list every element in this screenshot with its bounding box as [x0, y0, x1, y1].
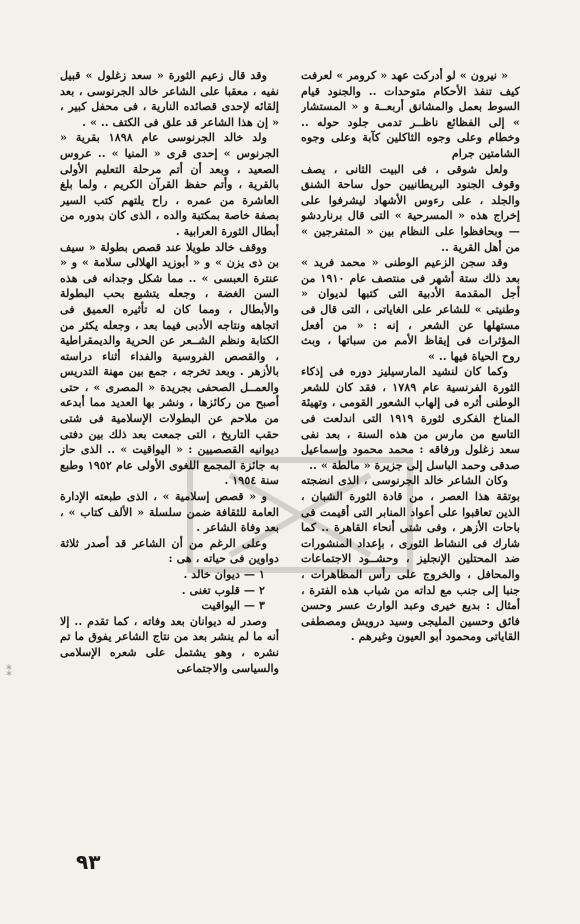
right-col-paragraph: « نيرون » لو أدركت عهد « كرومر » لعرفت كيف تنفذ الأحكام متوحدات .. والجنود قيام السوط بعمل والمشانق أربعــة و « المستشار » إلى الفظائع ناظــر تدمى جلود حوله .. وخطام وعلى وجوه الثاكلين كآبة وعلى وجوه الشامتين جرام — [301, 68, 520, 160]
left-column — [60, 68, 279, 848]
left-col-paragraph: و « قصص إسلامية » ، الذى طبعته الإدارة العامة للثقافة ضمن سلسلة « الألف كتاب » ، بعد وفاة الشاعر . — [60, 489, 279, 535]
left-col-paragraph: ووقف خالد طويلا عند قصص بطولة « سيف بن ذى يزن » و « أبوزيد الهلالى سلامة » و « عنترة العبسى » .. مما شكل وجدانه فى هذه السن الغضة ، وجعله يتشبع بحب البطولة والأبطال ، ومما كان له تأثيره العميق فى اتجاهه ونتاجه الأدبى فيما بعد ، وجعله يكثر من الكتابة ونظم الشــعر عن الحرية والديمقراطية ، والقصص الفروسية والفداء أثناء دراسته بالأزهر . وبعد تخرجه ، جمع بين مهنة التدريس والعمــل الصحفى بجريدة « المصرى » ، حتى أصبح من ركائزها ، ونشر بها العديد مما أبدعه من ملاحم عن البطولات الإسلامية فى شتى حقب التاريخ ، التى جمعت بعد ذلك بين دفتى ديوانيه القصصيين : « اليواقيت » .. الذى حاز به جائزة المجمع اللغوى الأولى عام ١٩٥٢ وطبع سنة ١٩٥٤ . — [60, 239, 279, 488]
poet-works-list — [60, 567, 279, 614]
two-column-body — [60, 68, 520, 848]
left-col-paragraph: وقد قال زعيم الثورة « سعد زغلول » قبيل نفيه ، معقبا على الشاعر خالد الجرنوسى ، بعد إلقائه لإحدى قصائده النارية ، فى محفل كبير ، « إن هذا الشاعر قد علق فى الكتف .. » . — [60, 68, 279, 129]
page-number: ٩٣ — [76, 850, 101, 874]
right-col-paragraph: وكان الشاعر خالد الجرنوسى ، الذى انضجته بوتقة هذا العصر ، من قادة الثورة الشبان ، الذين تعاقبوا على أعواد المنابر التى أقيمت فى باحات الأزهر ، وفى شتى أنحاء القاهرة .. كما شارك فى النشاط الثورى ، بإعداد المنشورات ضد المحتلين الإنجليز ، وحشــود الاجتماعات والمحافل ، والخروج على رأس المظاهرات ، جنبا إلى جنب مع لداته من شباب هذه الفترة ، أمثال : بديع خيرى وعبد الوارث عسر وحسن فائق وحسين المليجى وسيد درويش ومصطفى القاياتى ومحمود أبو العيون وغيرهم . — [301, 473, 520, 644]
right-col-paragraph: وكما كان لنشيد المارسيليز دوره فى إذكاء الثورة الفرنسية عام ١٧٨٩ ، فقد كان للشعر الوطنى أثره فى إلهاب الشعور القومى ، وتهيئة المناخ الفكرى لثورة ١٩١٩ التى اندلعت فى التاسع من مارس من هذه السنة ، بعد نفى سعد زغلول ورفاقه : محمد محمود وإسماعيل صدقى وحمد الباسل إلى جزيرة « مالطة » .. — [301, 364, 520, 472]
list-item: ١ — ديوان خالد . — [183, 567, 265, 581]
right-column — [301, 68, 520, 848]
left-col-paragraph: وصدر له ديوانان بعد وفاته ، كما تقدم .. إلا أنه ما لم ينشر بعد من نتاج الشاعر يفوق ما تم نشره ، وهو يشتمل على شعره الإسلامى والسياسى والاجتماعى — [60, 613, 279, 675]
right-col-paragraph: وقد سجن الزعيم الوطنى « محمد فريد » بعد ذلك ستة أشهر فى منتصف عام ١٩١٠ من أجل المقدمة الأدبية التى كتبها لديوان « وطنيتى » للشاعر على الغاياتى ، التى قال فى مستهلها عن الشعر ، إنه : « من أفعل المؤثرات فى إيقاظ الأمم من سباتها ، وبث روح الحياة فيها .. » — [301, 255, 520, 363]
list-item: ٢ — قلوب تغنى . — [181, 582, 265, 597]
right-col-paragraph: ولعل شوقى ، فى البيت الثانى ، يصف وقوف الجنود البريطانيين حول ساحة الشنق والجلد ، على رءوس الأشهاد ليشرفوا على إخراج هذه « المسرحية » التى قال برناردشو — وبحافظوا على النظام بين « المتفرجين » من أهل القرية .. — [301, 161, 520, 254]
left-col-paragraph: ولد خالد الجرنوسى عام ١٨٩٨ بقرية « الجرنوس » إحدى قرى « المنيا » .. عروس الصعيد ، وبعد أن أتم مرحلة التعليم الأولى بالقرية ، وأتم حفظ القرآن الكريم ، ولما بلغ العاشرة من عمره ، راح يلتهم كتب السير بصفة خاصة بمكتبة والده ، الذى كان بدوره من أبطال الثورة العرابية . — [60, 130, 279, 238]
left-col-paragraph: وعلى الرغم من أن الشاعر قد أصدر ثلاثة دواوين فى حياته ، هى : — [60, 535, 279, 566]
list-item: ٣ — اليواقيت — [201, 598, 265, 613]
page-edge-mark: ⁑ — [6, 665, 12, 679]
